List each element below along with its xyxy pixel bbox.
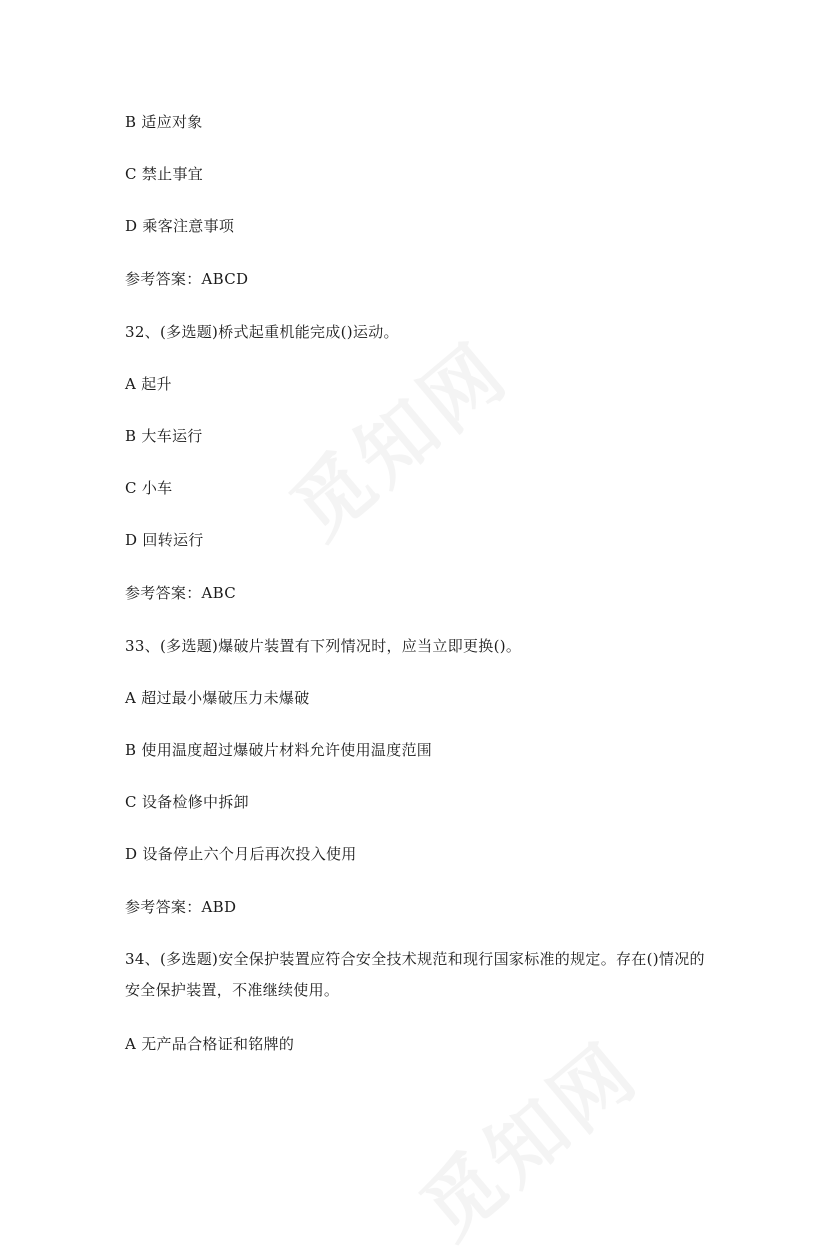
answer: 参考答案：ABCD [125,270,249,288]
answer: 参考答案：ABD [125,898,237,916]
answer: 参考答案：ABC [125,584,237,602]
option-c: C 小车 [125,479,173,497]
option-a: A 超过最小爆破压力未爆破 [125,689,310,707]
question-34: 34、(多选题)安全保护装置应符合安全技术规范和现行国家标准的规定。存在()情况的安全保护装置，不准继续使用。 [125,950,705,999]
watermark [263,312,528,560]
option-a: A 起升 [125,375,172,393]
option-d: D 乘客注意事项 [125,217,235,235]
option-c: C 禁止事宜 [125,165,204,183]
question-32: 32、(多选题)桥式起重机能完成()运动。 [125,323,399,341]
option-d: D 设备停止六个月后再次投入使用 [125,845,357,863]
option-b: B 使用温度超过爆破片材料允许使用温度范围 [125,741,433,759]
option-b: B 大车运行 [125,427,203,445]
watermark [393,1012,658,1260]
option-a: A 无产品合格证和铭牌的 [125,1035,295,1053]
option-c: C 设备检修中拆卸 [125,793,249,811]
option-b: B 适应对象 [125,113,203,131]
question-33: 33、(多选题)爆破片装置有下列情况时，应当立即更换()。 [125,637,522,655]
option-d: D 回转运行 [125,531,204,549]
